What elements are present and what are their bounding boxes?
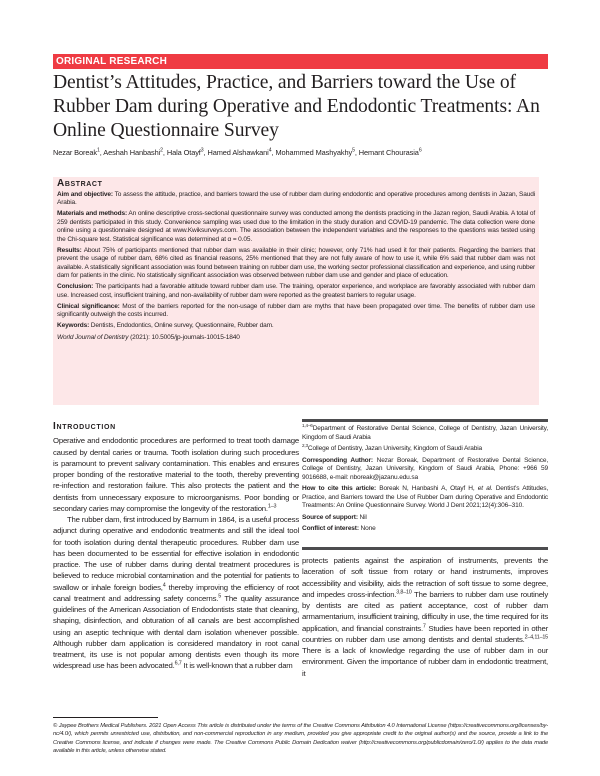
- affiliation: [302, 442, 548, 454]
- author-name: Hala Otayf: [166, 148, 201, 157]
- abstract-section-text: To assess the attitude, practice, and barriers toward the use of rubber dam during endodontic and operative procedures among dentists in Jazan, Saudi Arabia.: [57, 190, 535, 206]
- citation-ref: 7: [422, 622, 426, 629]
- abstract-section: [57, 303, 535, 320]
- affiliation-mark: 1,4–6: [302, 422, 313, 428]
- body-text: The rubber dam, first introduced by Barnum in 1864, is a useful process adjunct during operative and endodontic treatments and still the ideal tool for tooth isolation during dental therapeutic procedures. Rubber dam use has been documented to be essential for effective isolation in endodontic practice. The use of rubber dams during dental treatment procedures is believed to reduce microbial contamination and the potential for patients to swallow or inhale foreign bodies,: [53, 515, 299, 592]
- body-text: The barriers to rubber dam use routinely by dentists are cited as patient acceptance, cost of rubber dam armamentarium, insufficient training, difficulty in use, the time required for its application, and financial constraints.: [302, 589, 549, 633]
- article-type-banner: ORIGINAL RESEARCH: [53, 54, 548, 69]
- abstract-section-text: Dentists, Endodontics, Online survey, Questionnaire, Rubber dam.: [89, 322, 274, 330]
- journal-citation: [57, 334, 535, 343]
- abstract-section-label: Clinical significance:: [57, 302, 120, 310]
- info-box-top-rule: [302, 419, 548, 422]
- doi-text: (2021): 10.5005/jp-journals-10015-1840: [128, 333, 240, 341]
- cite-text: Boreak N, Hanbashi A, Otayf H,: [376, 485, 478, 492]
- support-value: Nil: [357, 513, 367, 521]
- author-affiliation-mark: 1: [97, 147, 100, 154]
- introduction-paragraph: [53, 435, 299, 514]
- how-to-cite: [302, 485, 548, 511]
- author-name: Hemant Chourasia: [358, 148, 419, 157]
- author-affiliation-mark: 5: [352, 147, 355, 154]
- citation-ref: 4: [162, 581, 166, 588]
- license-footnote: © Jaypee Brothers Medical Publishers. 2021 Open Access This article is distributed under the terms of the Creative Commons Attribution 4.0 International License (https://creativecommons.org/licenses/by-nc/4.0/), which permits unrestricted use, distribution, and non-commercial reproduction in any medium, provided you give appropriate credit to the original author(s) and the source, provide a link to the Creative Commons license, and indicate if changes were made. The Creative Commons Public Domain Dedication waiver (http://creativecommons.org/publicdomain/zero/1.0/) applies to the data made available in this article, unless otherwise stated.: [53, 723, 548, 755]
- affiliation: [302, 422, 548, 442]
- abstract-section-text: The participants had a favorable attitude toward rubber dam use. The training, operator experience, and workplace are favorably associated with rubber dam use. Increased cost, insufficient training, and non-availability of rubber dam were reported as the greatest barriers to regular usage.: [57, 283, 535, 299]
- author-name: Mohammed Mashyakhy: [275, 148, 353, 157]
- abstract-box: [53, 177, 539, 405]
- conflict-label: Conflict of interest:: [302, 525, 359, 532]
- body-text: There is a lack of knowledge regarding the use of rubber dam in our environment. Given the importance of rubber dam in endodontic treatment, it: [302, 646, 548, 678]
- abstract-section-text: An online descriptive cross-sectional questionnaire survey was conducted among the dentists practicing in the Jazan region, Saudi Arabia. A total of 259 dentists participated in this study. Convenience sampling was used due to the limitation in the study duration and COVID-19 pandemic. The data collection were done online using a questionnaire designed at www.Kwiksurveys.com. The association between the independent variables and the responses to the questions was tested using the Chi-square test. Statistical significance was determined at α = 0.05.: [57, 210, 535, 243]
- body-text: It is well-known that a rubber dam: [181, 661, 293, 671]
- abstract-heading: Abstract: [57, 178, 103, 189]
- author-list: Nezar Boreak$^1$, Aeshah Hanbashi$^2$, Hala Otayf$^3$, Hamed Alshawkani$^4$, Mohammed Mashyakhy$^5$, Hemant Chourasia$^6$: [53, 147, 422, 157]
- abstract-section-label: Materials and methods:: [57, 210, 127, 218]
- body-text: protects patients against the aspiration of instruments, prevents the laceration of soft tissue from rotary or hand instruments, improves accessibility and visibility, aids the retraction of soft tissue to some degree, and impedes cross-infection.: [302, 556, 548, 599]
- right-column: [302, 555, 548, 679]
- author-affiliation-mark: 2: [160, 147, 163, 154]
- citation-ref: 6,7: [174, 660, 182, 667]
- cite-text-rest: Dentist’s Attitudes, Practice, and Barriers toward the Use of Rubber Dam during Operative and Endodontic Treatments: An Online Questionnaire Survey. World J Dent 2021;12(4):306–310.: [302, 485, 549, 509]
- abstract-section: [57, 210, 535, 244]
- abstract-section: [57, 191, 535, 208]
- author-affiliation-mark: 4: [268, 147, 272, 154]
- cite-label: How to cite this article:: [302, 485, 377, 492]
- abstract-section-text: About 75% of participants mentioned that rubber dam was available in their clinic; however, only 71% had used it for their patients. Regarding the barriers that prevent the usage of rubber dam, 68% cited as financial reasons, 25% mentioned that they are not fully aware of how to use it, while 6% said that rubber dam was not available. A statistically significant association was found between training on rubber dam use, the working sector professional classification and experience, and using rubber dam for patients in the clinic. No statistically significant association was observed between rubber dam use and gender and place of education.: [57, 246, 535, 280]
- body-text: Studies have been reported in other countries on rubber dam use among dentists and dental students.: [302, 623, 548, 644]
- affiliation-text: College of Dentistry, Jazan University, Kingdom of Saudi Arabia: [307, 445, 482, 452]
- author-name: Aeshah Hanbashi: [103, 148, 161, 157]
- source-of-support: [302, 514, 548, 523]
- citation-ref: 5: [218, 593, 222, 600]
- corresponding-text: Nezar Boreak, Department of Restorative Dental Science, College of Dentistry, Jazan University, Kingdom of Saudi Arabia, Phone: +966 59 9016688, e-mail: nboreak@jazanu.edu.sa: [302, 456, 549, 481]
- info-box-bottom-rule: [302, 547, 548, 550]
- abstract-section: [57, 247, 535, 281]
- author-affiliation-mark: 6: [418, 147, 422, 154]
- introduction-continued: [302, 555, 548, 679]
- left-column: [53, 421, 299, 672]
- conflict-of-interest: [302, 525, 548, 534]
- author-affiliation-mark: 3: [200, 147, 204, 154]
- abstract-section-label: Conclusion:: [57, 283, 94, 291]
- article-info-box: [302, 422, 549, 537]
- corresponding-author: [302, 457, 548, 483]
- body-text: thereby improving the efficiency of root canal treatment and addressing safety concerns.: [53, 582, 299, 603]
- affiliation-text: Department of Restorative Dental Science, College of Dentistry, Jazan University, Kingdom of Saudi Arabia: [302, 425, 548, 441]
- corresponding-label: Corresponding Author:: [302, 456, 373, 464]
- support-label: Source of support:: [302, 513, 358, 521]
- abstract-section-text: Most of the barriers reported for the non-usage of rubber dam are myths that have been propagated over time. The benefits of rubber dam use significantly outweigh the costs incurred.: [57, 302, 535, 319]
- body-text: The quality assurance guidelines of the American Association of Endodontists state that cleaning, shaping, disinfection, and obturation of all canals are best accomplished using an aseptic technique with dental dam isolation whenever possible. Although rubber dam application is considered mandatory in root canal treatment, its use is not popular among dentists even though its more widespread use has been advocated.: [53, 593, 299, 671]
- author-name: Hamed Alshawkani: [207, 148, 269, 157]
- conflict-value: None: [358, 525, 376, 532]
- abstract-section: [57, 322, 535, 331]
- abstract-section-label: Aim and objective:: [57, 190, 113, 198]
- journal-name: World Journal of Dentistry: [57, 333, 129, 341]
- introduction-paragraph: [53, 514, 299, 672]
- cite-etal: et al.: [477, 485, 493, 492]
- citation-ref: 1–3: [267, 503, 277, 510]
- body-text: Operative and endodontic procedures are performed to treat tooth damage caused by dental caries or trauma. Tooth isolation during such procedures is paramount to prevent salivary contamination. This enables and ensures proper bonding of the restorative material to the tooth, thereby preventing re-infection and restoration failure. This also protects the patient and the dentists from unnecessary exposure to microorganisms. Poor bonding or secondary caries may compromise the longevity of the restoration.: [53, 436, 299, 513]
- footnote-rule: [53, 717, 158, 718]
- abstract-section-label: Keywords:: [57, 322, 90, 330]
- author-name: Nezar Boreak: [53, 148, 97, 157]
- affiliation-mark: 2,3: [302, 442, 308, 448]
- article-title: Dentist’s Attitudes, Practice, and Barriers toward the Use of Rubber Dam during Operative and Endodontic Treatments: An Online Questionnaire Survey: [53, 72, 540, 141]
- introduction-heading: Introduction: [53, 421, 116, 432]
- citation-ref: 2–4,11–15: [524, 634, 548, 641]
- abstract-section: [57, 283, 535, 300]
- abstract-section-label: Results:: [57, 246, 82, 254]
- citation-ref: 3,8–10: [396, 589, 412, 596]
